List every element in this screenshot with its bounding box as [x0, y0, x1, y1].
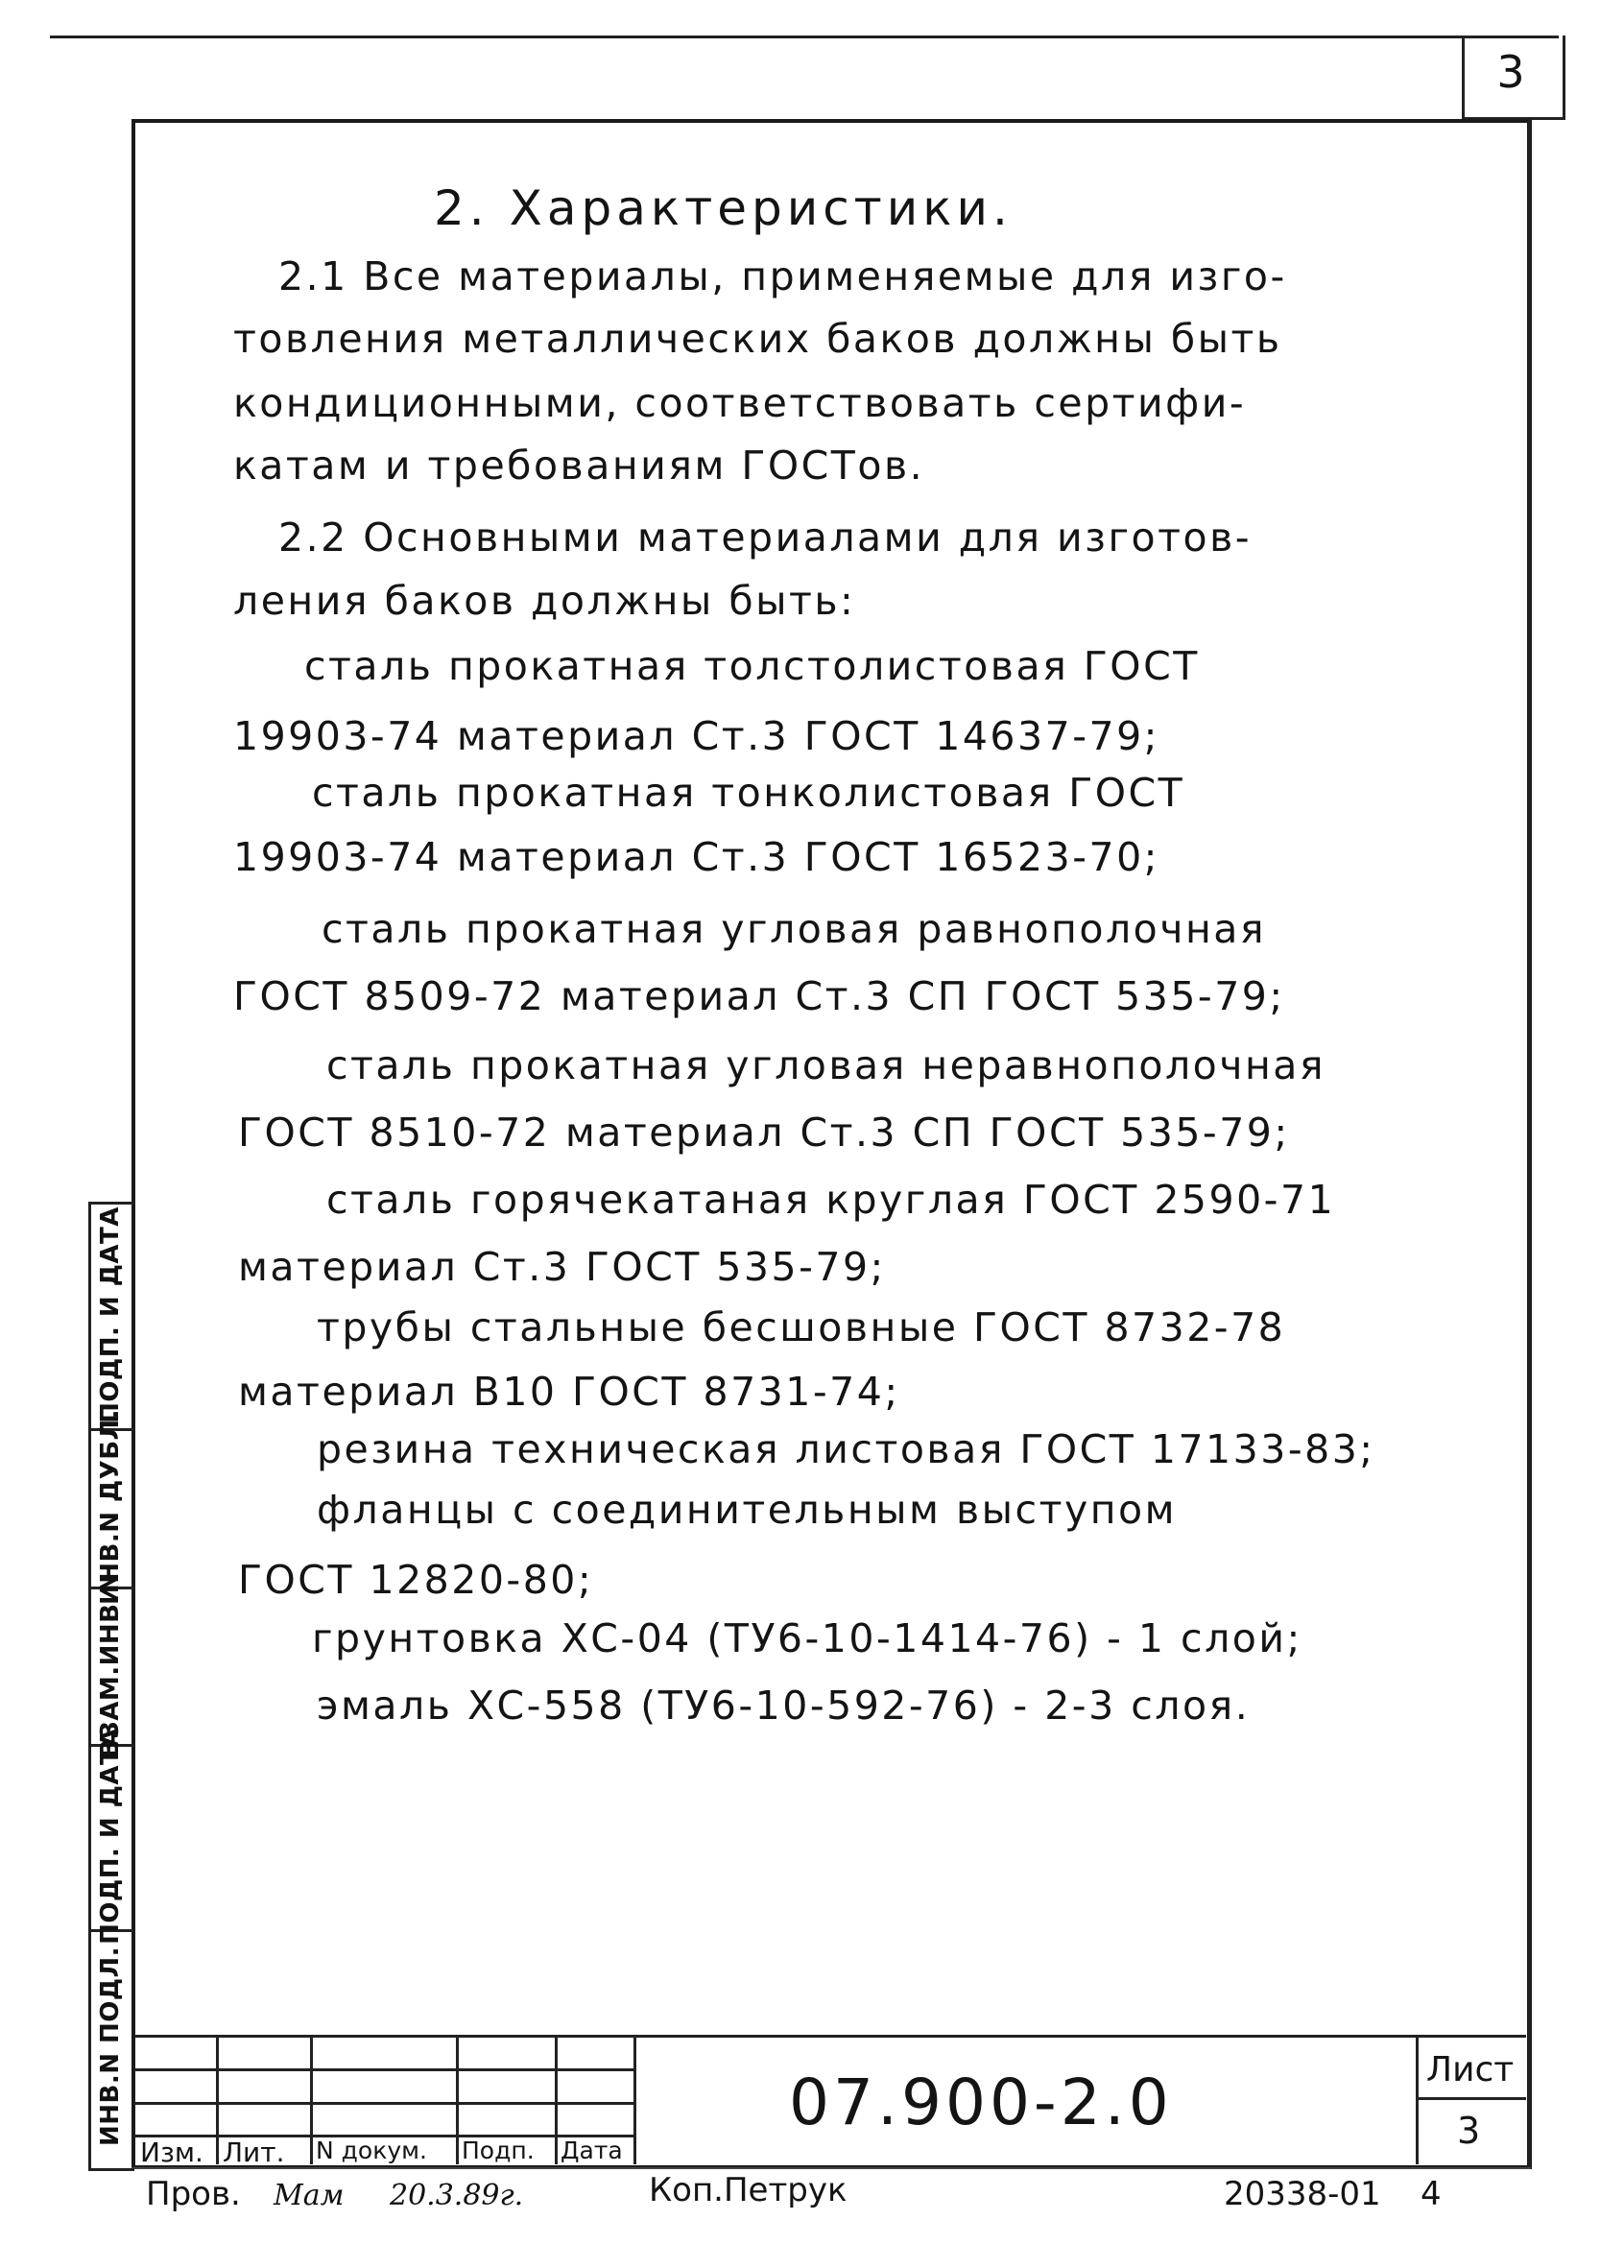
- text-line: кондиционными, соответствовать сертифи-: [233, 380, 1247, 426]
- text-line: резина техническая листовая ГОСТ 17133-83;: [317, 1426, 1375, 1472]
- text-line: материал В10 ГОСТ 8731-74;: [238, 1369, 900, 1415]
- text-line: грунтовка ХС-04 (ТУ6-10-1414-76) - 1 слой;: [312, 1615, 1302, 1661]
- footer-checked-label: Пров.: [146, 2175, 241, 2213]
- text-line: катам и требованиям ГОСТов.: [233, 442, 925, 489]
- footer-date: 20.3.89г.: [390, 2179, 524, 2212]
- footer-signature: Мам: [274, 2179, 345, 2212]
- sheet-label: Лист: [1426, 2050, 1515, 2089]
- footer-copied-by: Коп.Петрук: [649, 2171, 848, 2209]
- text-line: фланцы с соединительным выступом: [317, 1487, 1178, 1533]
- text-line: сталь прокатная угловая равнополочная: [322, 906, 1267, 952]
- title-block-col-line: [1416, 2035, 1419, 2164]
- footer-format: 4: [1421, 2175, 1442, 2213]
- side-label-inv-dup: ИНВ.N ДУБЛ.: [96, 1408, 125, 1606]
- text-line: сталь прокатная толстолистовая ГОСТ: [304, 643, 1200, 689]
- col-label-signature: Подп.: [462, 2137, 535, 2164]
- text-line: 2.1 Все материалы, применяемые для изго-: [278, 253, 1287, 299]
- footer-order-number: 20338-01: [1224, 2175, 1381, 2213]
- title-block-col-line: [456, 2035, 459, 2164]
- top-rule: [50, 36, 1559, 38]
- side-label-sign-date-1: ПОДП. И ДАТА: [96, 1728, 125, 1945]
- page-number: 3: [1496, 46, 1525, 98]
- text-line: эмаль ХС-558 (ТУ6-10-592-76) - 2-3 слоя.: [317, 1683, 1251, 1729]
- side-label-sign-date-2: ПОДП. И ДАТА: [96, 1206, 125, 1423]
- text-line: 19903-74 материал Ст.3 ГОСТ 16523-70;: [233, 834, 1159, 880]
- text-line: ГОСТ 12820-80;: [238, 1557, 594, 1603]
- sheet-cell-divider: [1416, 2097, 1526, 2100]
- text-line: 2.2 Основными материалами для изготов-: [278, 514, 1253, 561]
- title-block-col-line: [555, 2035, 558, 2164]
- title-block-col-line: [310, 2035, 313, 2164]
- text-line: ГОСТ 8509-72 материал Ст.3 СП ГОСТ 535-79;: [233, 973, 1285, 1019]
- section-title: 2. Характеристики.: [434, 180, 1013, 236]
- side-label-replaced-inv: ВЗАМ.ИНВ.N: [96, 1571, 125, 1759]
- document-code: 07.900-2.0: [789, 2065, 1173, 2139]
- text-line: сталь прокатная тонколистовая ГОСТ: [312, 770, 1185, 816]
- title-block-col-line: [216, 2035, 219, 2164]
- right-rule: [1528, 119, 1531, 2168]
- col-label-sheet: Лит.: [223, 2137, 285, 2168]
- side-label-inv-orig: ИНВ.N ПОДЛ.: [96, 1946, 125, 2147]
- text-line: 19903-74 материал Ст.3 ГОСТ 14637-79;: [233, 713, 1159, 759]
- text-line: товления металлических баков должны быть: [233, 316, 1282, 362]
- title-block-row-line: [134, 2068, 633, 2071]
- title-block-top-border: [134, 2035, 1526, 2038]
- text-line: сталь горячекатаная круглая ГОСТ 2590-71: [326, 1177, 1336, 1223]
- col-label-change: Изм.: [140, 2137, 203, 2168]
- text-line: ГОСТ 8510-72 материал Ст.3 СП ГОСТ 535-79;: [238, 1110, 1290, 1156]
- sheet-number: 3: [1457, 2110, 1481, 2152]
- col-label-doc-number: N докум.: [316, 2137, 427, 2164]
- text-line: сталь прокатная угловая неравнополочная: [326, 1042, 1326, 1088]
- bottom-rule: [131, 2167, 1531, 2169]
- text-line: трубы стальные бесшовные ГОСТ 8732-78: [317, 1304, 1286, 1350]
- text-line: ления баков должны быть:: [233, 578, 856, 624]
- text-line: материал Ст.3 ГОСТ 535-79;: [238, 1244, 886, 1290]
- col-label-date: Дата: [561, 2137, 623, 2164]
- title-block-row-line: [134, 2102, 633, 2105]
- title-block-col-line: [633, 2035, 636, 2164]
